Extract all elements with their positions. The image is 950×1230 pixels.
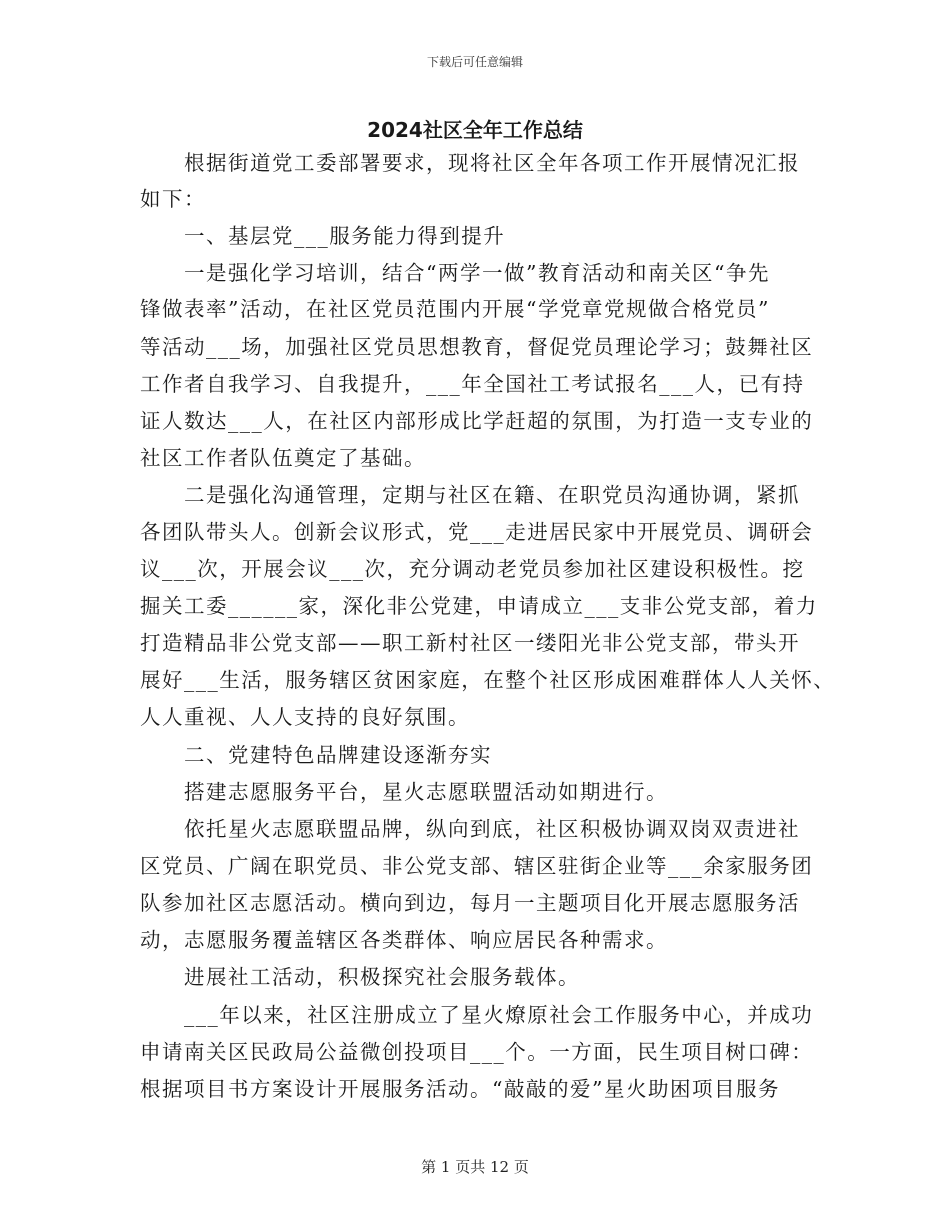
body-line: 掘关工委______家，深化非公党建，申请成立___支非公党支部，着力 <box>140 594 818 618</box>
body-line: 动，志愿服务覆盖辖区各类群体、响应居民各种需求。 <box>140 928 668 952</box>
body-line: 申请南关区民政局公益微创投项目___个。一方面，民生项目树口碑： <box>140 1040 814 1064</box>
body-line: 展好___生活，服务辖区贫困家庭，在整个社区形成困难群体人人关怀、 <box>140 668 836 692</box>
body-line: 区党员、广阔在职党员、非公党支部、辖区驻街企业等___余家服务团 <box>140 854 814 878</box>
body-line: 议___次，开展会议___次，充分调动老党员参加社区建设积极性。挖 <box>140 557 805 581</box>
body-line: 二是强化沟通管理，定期与社区在籍、在职党员沟通协调，紧抓 <box>140 483 800 507</box>
body-line: ___年以来，社区注册成立了星火燎原社会工作服务中心，并成功 <box>140 1003 814 1027</box>
body-line: 如下： <box>140 187 206 211</box>
document-title: 2024社区全年工作总结 <box>367 118 583 142</box>
body-line: 一、基层党___服务能力得到提升 <box>140 224 506 248</box>
page-number: 第 1 页共 12 页 <box>421 1158 529 1176</box>
body-line: 进展社工活动，积极探究社会服务载体。 <box>140 965 580 989</box>
body-line: 队参加社区志愿活动。横向到边，每月一主题项目化开展志愿服务活 <box>140 891 800 915</box>
body-line: 二、党建特色品牌建设逐渐夯实 <box>140 743 492 767</box>
body-line: 工作者自我学习、自我提升，___年全国社工考试报名___人，已有持 <box>140 372 805 396</box>
body-line: 人人重视、人人支持的良好氛围。 <box>140 705 470 729</box>
body-line: 等活动___场，加强社区党员思想教育，督促党员理论学习；鼓舞社区 <box>140 335 814 359</box>
body-line: 打造精品非公党支部——职工新村社区一缕阳光非公党支部，带头开 <box>140 631 800 655</box>
body-line: 根据街道党工委部署要求，现将社区全年各项工作开展情况汇报 <box>140 151 800 175</box>
body-line: 证人数达___人，在社区内部形成比学赶超的氛围，为打造一支专业的 <box>140 409 814 433</box>
body-line: 根据项目书方案设计开展服务活动。“敲敲的爱”星火助困项目服务 <box>140 1077 780 1101</box>
page-header-note: 下载后可任意编辑 <box>426 55 523 69</box>
body-line: 锋做表率”活动，在社区党员范围内开展“学党章党规做合格党员” <box>140 297 770 321</box>
body-line: 搭建志愿服务平台，星火志愿联盟活动如期进行。 <box>140 780 668 804</box>
body-line: 社区工作者队伍奠定了基础。 <box>140 446 426 470</box>
body-line: 一是强化学习培训，结合“两学一做”教育活动和南关区“争先 <box>140 261 770 285</box>
body-line: 各团队带头人。创新会议形式，党___走进居民家中开展党员、调研会 <box>140 520 814 544</box>
body-line: 依托星火志愿联盟品牌，纵向到底，社区积极协调双岗双责进社 <box>140 817 800 841</box>
